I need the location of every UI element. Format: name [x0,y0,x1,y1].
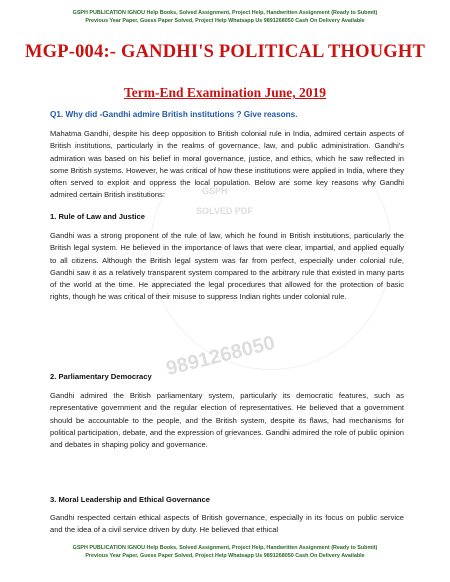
watermark-brand: GSPH [202,186,228,196]
section-1-title: 1. Rule of Law and Justice [50,212,145,221]
page-header [20,10,430,25]
footer-line-2: Previous Year Paper, Guess Paper Solved, Project Help Whatsapp Us 9891268050 Cash On Delivery Available [85,552,365,559]
section-heading-3 [50,494,404,506]
section-3-title: 3. Moral Leadership and Ethical Governance [50,495,210,504]
watermark-tag: SOLVED PDF [196,206,253,216]
page-footer [20,545,430,560]
section-1-text: Gandhi was a strong proponent of the rule of law, which he found in British institutions, particularly the British legal system. He believed in the importance of laws that were clear, impartial, and applied equally to all citizens. Although the British legal system was far from perfect, especially under colonial rule, Gandhi saw it as a relatively transparent system compared to the arbitrary rule that existed in many parts of the world at the time. He appreciated the legal procedures that allowed for the protection of basic rights, though he was critical of their misuse to suppress Indian rights under colonial rule. [50,231,404,302]
section-heading-1 [50,211,404,223]
intro-text: Mahatma Gandhi, despite his deep opposition to British colonial rule in India, admired certain aspects of British institutions, particularly in the realms of governance, law, and public administration. Gandhi's admiration was based on his belief in moral governance, justice, and ethics, which he saw reflected in some British systems. However, he was critical of how these institutions were applied in India, where they often served to exploit and oppress the local population. Below are some key reasons why Gandhi admired certain British institutions: [50,129,404,200]
section-body-3 [50,512,404,537]
document-title: MGP-004:- GANDHI'S POLITICAL THOUGHT [24,42,426,62]
footer-line-1: GSPH PUBLICATION IGNOU Help Books, Solved Assignment, Project Help, Handwritten Assignment (Ready to Submit) [72,545,378,551]
section-2-text: Gandhi admired the British parliamentary system, particularly its democratic features, such as representative government and the regular election of representatives. He believed that a government should be accountable to the people, and the British system, despite its flaws, had mechanisms for political participation, debate, and the expression of grievances. Gandhi admired the role of public opinion and debates in shaping policy and governance. [50,391,404,449]
document-subtitle: Term-End Examination June, 2019 [123,85,327,100]
question-heading: Q1. Why did -Gandhi admire British institutions ? Give reasons. [50,110,298,119]
header-line-1: GSPH PUBLICATION IGNOU Help Books, Solved Assignment, Project Help, Handwritten Assignment (Ready to Submit) [72,10,378,16]
watermark-phone: 9891268050 [163,331,278,381]
section-heading-2 [50,371,404,383]
section-body-1 [50,230,404,304]
header-line-2: Previous Year Paper, Guess Paper Solved, Project Help Whatsapp Us 9891268050 Cash On Delivery Available [85,17,365,24]
section-body-2 [50,390,404,451]
section-3-text: Gandhi respected certain ethical aspects of British governance, especially in its focus on public service and the idea of a civil service driven by duty. He believed that ethical [50,513,404,535]
intro-paragraph [50,128,404,202]
section-2-title: 2. Parliamentary Democracy [50,372,152,381]
